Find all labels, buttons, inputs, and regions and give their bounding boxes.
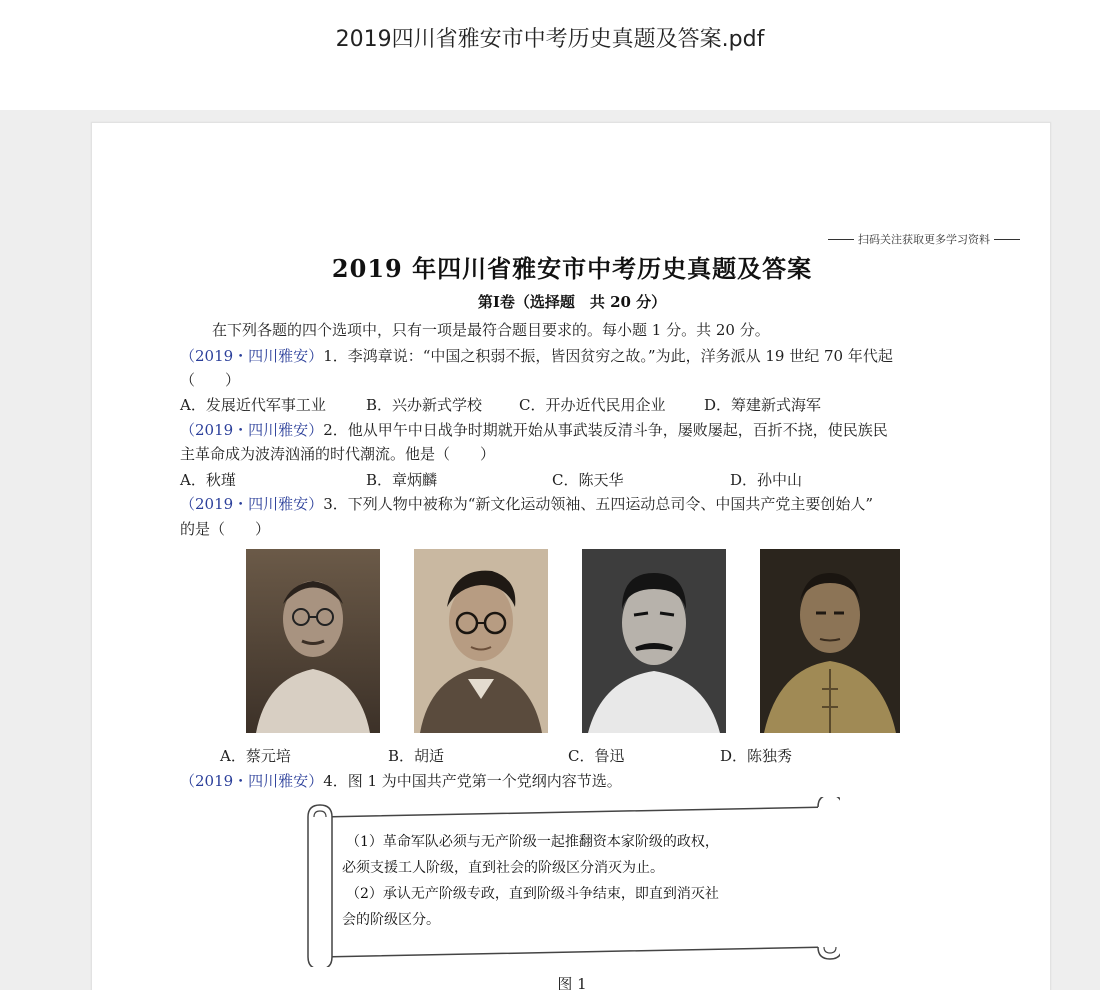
option-a: A．秋瑾 (180, 471, 236, 489)
question-source: （2019・四川雅安） (180, 495, 324, 513)
viewer-toolbar (0, 0, 1100, 110)
scroll-line-3: （2）承认无产阶级专政，直到阶级斗争结束，即直到消灭社 (346, 886, 719, 902)
option-c: C．开办近代民用企业 (519, 396, 666, 414)
option-a: A．蔡元培 (220, 747, 291, 765)
question-4 (180, 770, 622, 791)
portrait-image-b (414, 549, 548, 733)
option-b: B．胡适 (388, 747, 445, 765)
question-source: （2019・四川雅安） (180, 421, 324, 439)
option-d: D．陈独秀 (720, 747, 793, 765)
portrait-image-a (246, 549, 380, 733)
header-note-text: 扫码关注获取更多学习资料 (858, 233, 990, 246)
question-3-line2: 的是（ ） (180, 520, 271, 538)
portrait-image-d (760, 549, 900, 733)
scroll-line-2: 必须支援工人阶级，直到社会的阶级区分消灭为止。 (342, 860, 664, 876)
option-b: B．兴办新式学校 (366, 396, 483, 414)
section-heading: 第Ⅰ卷（选择题 共 20 分） (477, 293, 667, 311)
question-text: 4．图 1 为中国共产党第一个党纲内容节选。 (323, 772, 622, 790)
option-a: A．发展近代军事工业 (180, 396, 326, 414)
question-text: 1．李鸿章说：“中国之积弱不振，皆因贫穷之故。”为此，洋务派从 19 世纪 70 年代起 (323, 347, 893, 365)
question-3 (180, 493, 873, 514)
portrait-image-c (582, 549, 726, 733)
paper-title: 2019 年四川省雅安市中考历史真题及答案 (331, 254, 813, 283)
scroll-line-1: （1）革命军队必须与无产阶级一起推翻资本家阶级的政权， (346, 834, 719, 850)
header-rule-left (828, 239, 854, 240)
document-title: 2019四川省雅安市中考历史真题及答案.pdf (335, 27, 765, 52)
question-1 (180, 345, 893, 366)
question-text: 2．他从甲午中日战争时期就开始从事武装反清斗争，屡败屡起，百折不挠，使民族民 (323, 421, 888, 439)
question-text: 3．下列人物中被称为“新文化运动领袖、五四运动总司令、中国共产党主要创始人” (323, 495, 874, 513)
question-1-blank: （ ） (180, 371, 241, 389)
header-rule-right (994, 239, 1020, 240)
option-c: C．鲁迅 (568, 747, 625, 765)
option-d: D．筹建新式海军 (704, 396, 822, 414)
question-source: （2019・四川雅安） (180, 347, 324, 365)
option-d: D．孙中山 (730, 471, 803, 489)
question-2 (180, 419, 888, 440)
option-b: B．章炳麟 (366, 471, 438, 489)
option-c: C．陈天华 (552, 471, 624, 489)
scroll-frame (300, 797, 840, 967)
header-note (824, 231, 1024, 247)
pdf-viewer[interactable] (0, 110, 1100, 990)
pdf-page (91, 122, 1051, 990)
figure-caption: 图 1 (557, 975, 587, 990)
scroll-line-4: 会的阶级区分。 (342, 912, 440, 928)
instructions: 在下列各题的四个选项中，只有一项是最符合题目要求的。每小题 1 分。共 20 分。 (212, 321, 770, 339)
question-2-line2: 主革命成为波涛汹涌的时代潮流。他是（ ） (180, 445, 496, 463)
question-source: （2019・四川雅安） (180, 772, 324, 790)
